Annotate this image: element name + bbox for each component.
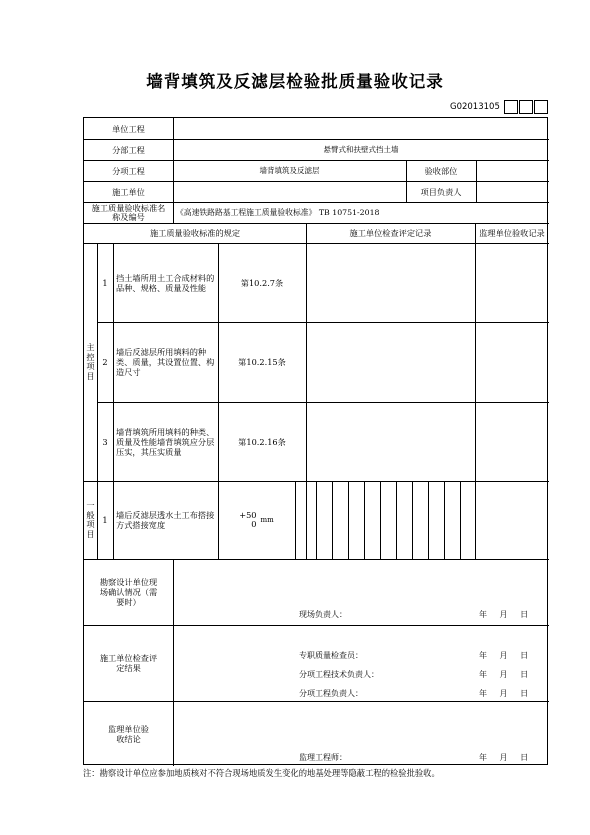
standard-field[interactable]: 《高速铁路路基工程施工质量验收标准》 TB 10751-2018 [176,207,380,217]
subproject-lead-sign-label: 分项工程负责人： [299,689,363,698]
main-item-2-supervisor-field[interactable] [475,322,549,402]
project-manager-field[interactable] [476,181,549,202]
main-item-1-desc: 挡土墙所用土工合成材料的品种、规格、质量及性能 [116,272,215,293]
form-code: G02013105 [450,101,500,112]
standard-label: 施工质量验收标准名称及编号 [91,203,166,222]
main-item-2-clause: 第10.2.15条 [238,357,286,367]
main-item-1-clause: 第10.2.7条 [240,277,284,288]
tolerance-unit: mm [260,516,274,524]
main-item-2-no: 2 [102,357,108,367]
main-item-3-clause: 第10.2.16条 [238,436,286,447]
general-items-label: 一 般 项 目 [86,500,95,539]
main-item-2-desc: 墙后反滤层所用填料的种类、质量，其设置位置、构造尺寸 [116,347,215,377]
unit-project-label: 单位工程 [112,123,145,134]
survey-unit-label: 勘察设计单位现场确认情况（需要时） [99,577,158,607]
page-title: 墙背填筑及反滤层检验批质量验收记录 [146,72,444,91]
subdivision-field[interactable]: 墙背填筑及反滤层 [259,165,320,175]
division-label: 分部工程 [112,144,145,155]
inspection-part-label: 验收部位 [424,165,458,176]
quality-inspector-date: 年 月 日 [479,651,529,660]
unit-project-field[interactable] [173,118,549,139]
code-box-1[interactable] [504,100,518,114]
main-item-2-check-field[interactable] [306,322,475,402]
main-item-1-supervisor-field[interactable] [475,243,549,322]
supervisor-conclusion-label: 监理单位验收结论 [108,723,149,744]
general-item-1-no: 1 [102,515,108,525]
subdivision-label: 分项工程 [112,165,145,176]
main-item-3-no: 3 [102,436,108,447]
code-box-3[interactable] [534,100,548,114]
contractor-result-label: 施工单位检查评定结果 [99,653,158,673]
footnote: 注：勘察设计单位应参加地质核对不符合现场地质发生变化的地基处理等隐蔽工程的检验批验收。 [83,768,440,778]
subproject-lead-date: 年 月 日 [479,689,529,698]
supervisor-record-header: 监理单位验收记录 [479,228,545,238]
main-item-3-check-field[interactable] [306,402,475,481]
inspection-part-field[interactable] [476,160,549,181]
tech-lead-sign-label: 分项工程技术负责人： [299,670,379,679]
construction-unit-field[interactable] [173,181,406,202]
general-item-1-measurements[interactable] [295,481,475,559]
quality-inspector-sign-label: 专职质量检查员： [299,651,363,660]
form-code-row [450,98,548,115]
contractor-check-header: 施工单位检查评定记录 [349,228,432,238]
main-item-3-supervisor-field[interactable] [475,402,549,481]
general-item-1-tolerance [218,481,295,559]
general-item-1-desc: 墙后反滤层透水土工布搭接方式搭接宽度 [116,510,215,530]
main-item-1-no: 1 [102,277,108,288]
main-item-1-check-field[interactable] [306,243,475,322]
code-box-2[interactable] [519,100,533,114]
supervisor-sign-label: 监理工程师： [299,753,347,762]
main-item-3-desc: 墙背填筑所用填料的种类、质量及性能墙背填筑应分层压实，其压实质量 [116,426,215,457]
survey-date: 年 月 日 [479,610,529,619]
division-field[interactable]: 悬臂式和扶壁式挡土墙 [323,144,399,154]
project-manager-label: 项目负责人 [420,186,462,197]
general-item-1-supervisor-field[interactable] [475,481,549,559]
spec-header: 施工质量验收标准的规定 [149,228,241,238]
supervisor-date: 年 月 日 [479,753,529,762]
tolerance-upper: +50 [239,510,257,520]
main-items-label: 主 控 项 目 [86,342,95,381]
construction-unit-label: 施工单位 [112,186,145,197]
tech-lead-date: 年 月 日 [479,670,529,679]
survey-sign-label: 现场负责人： [299,610,347,619]
tolerance-lower: 0 [251,519,257,529]
inspection-form-table [83,117,548,765]
